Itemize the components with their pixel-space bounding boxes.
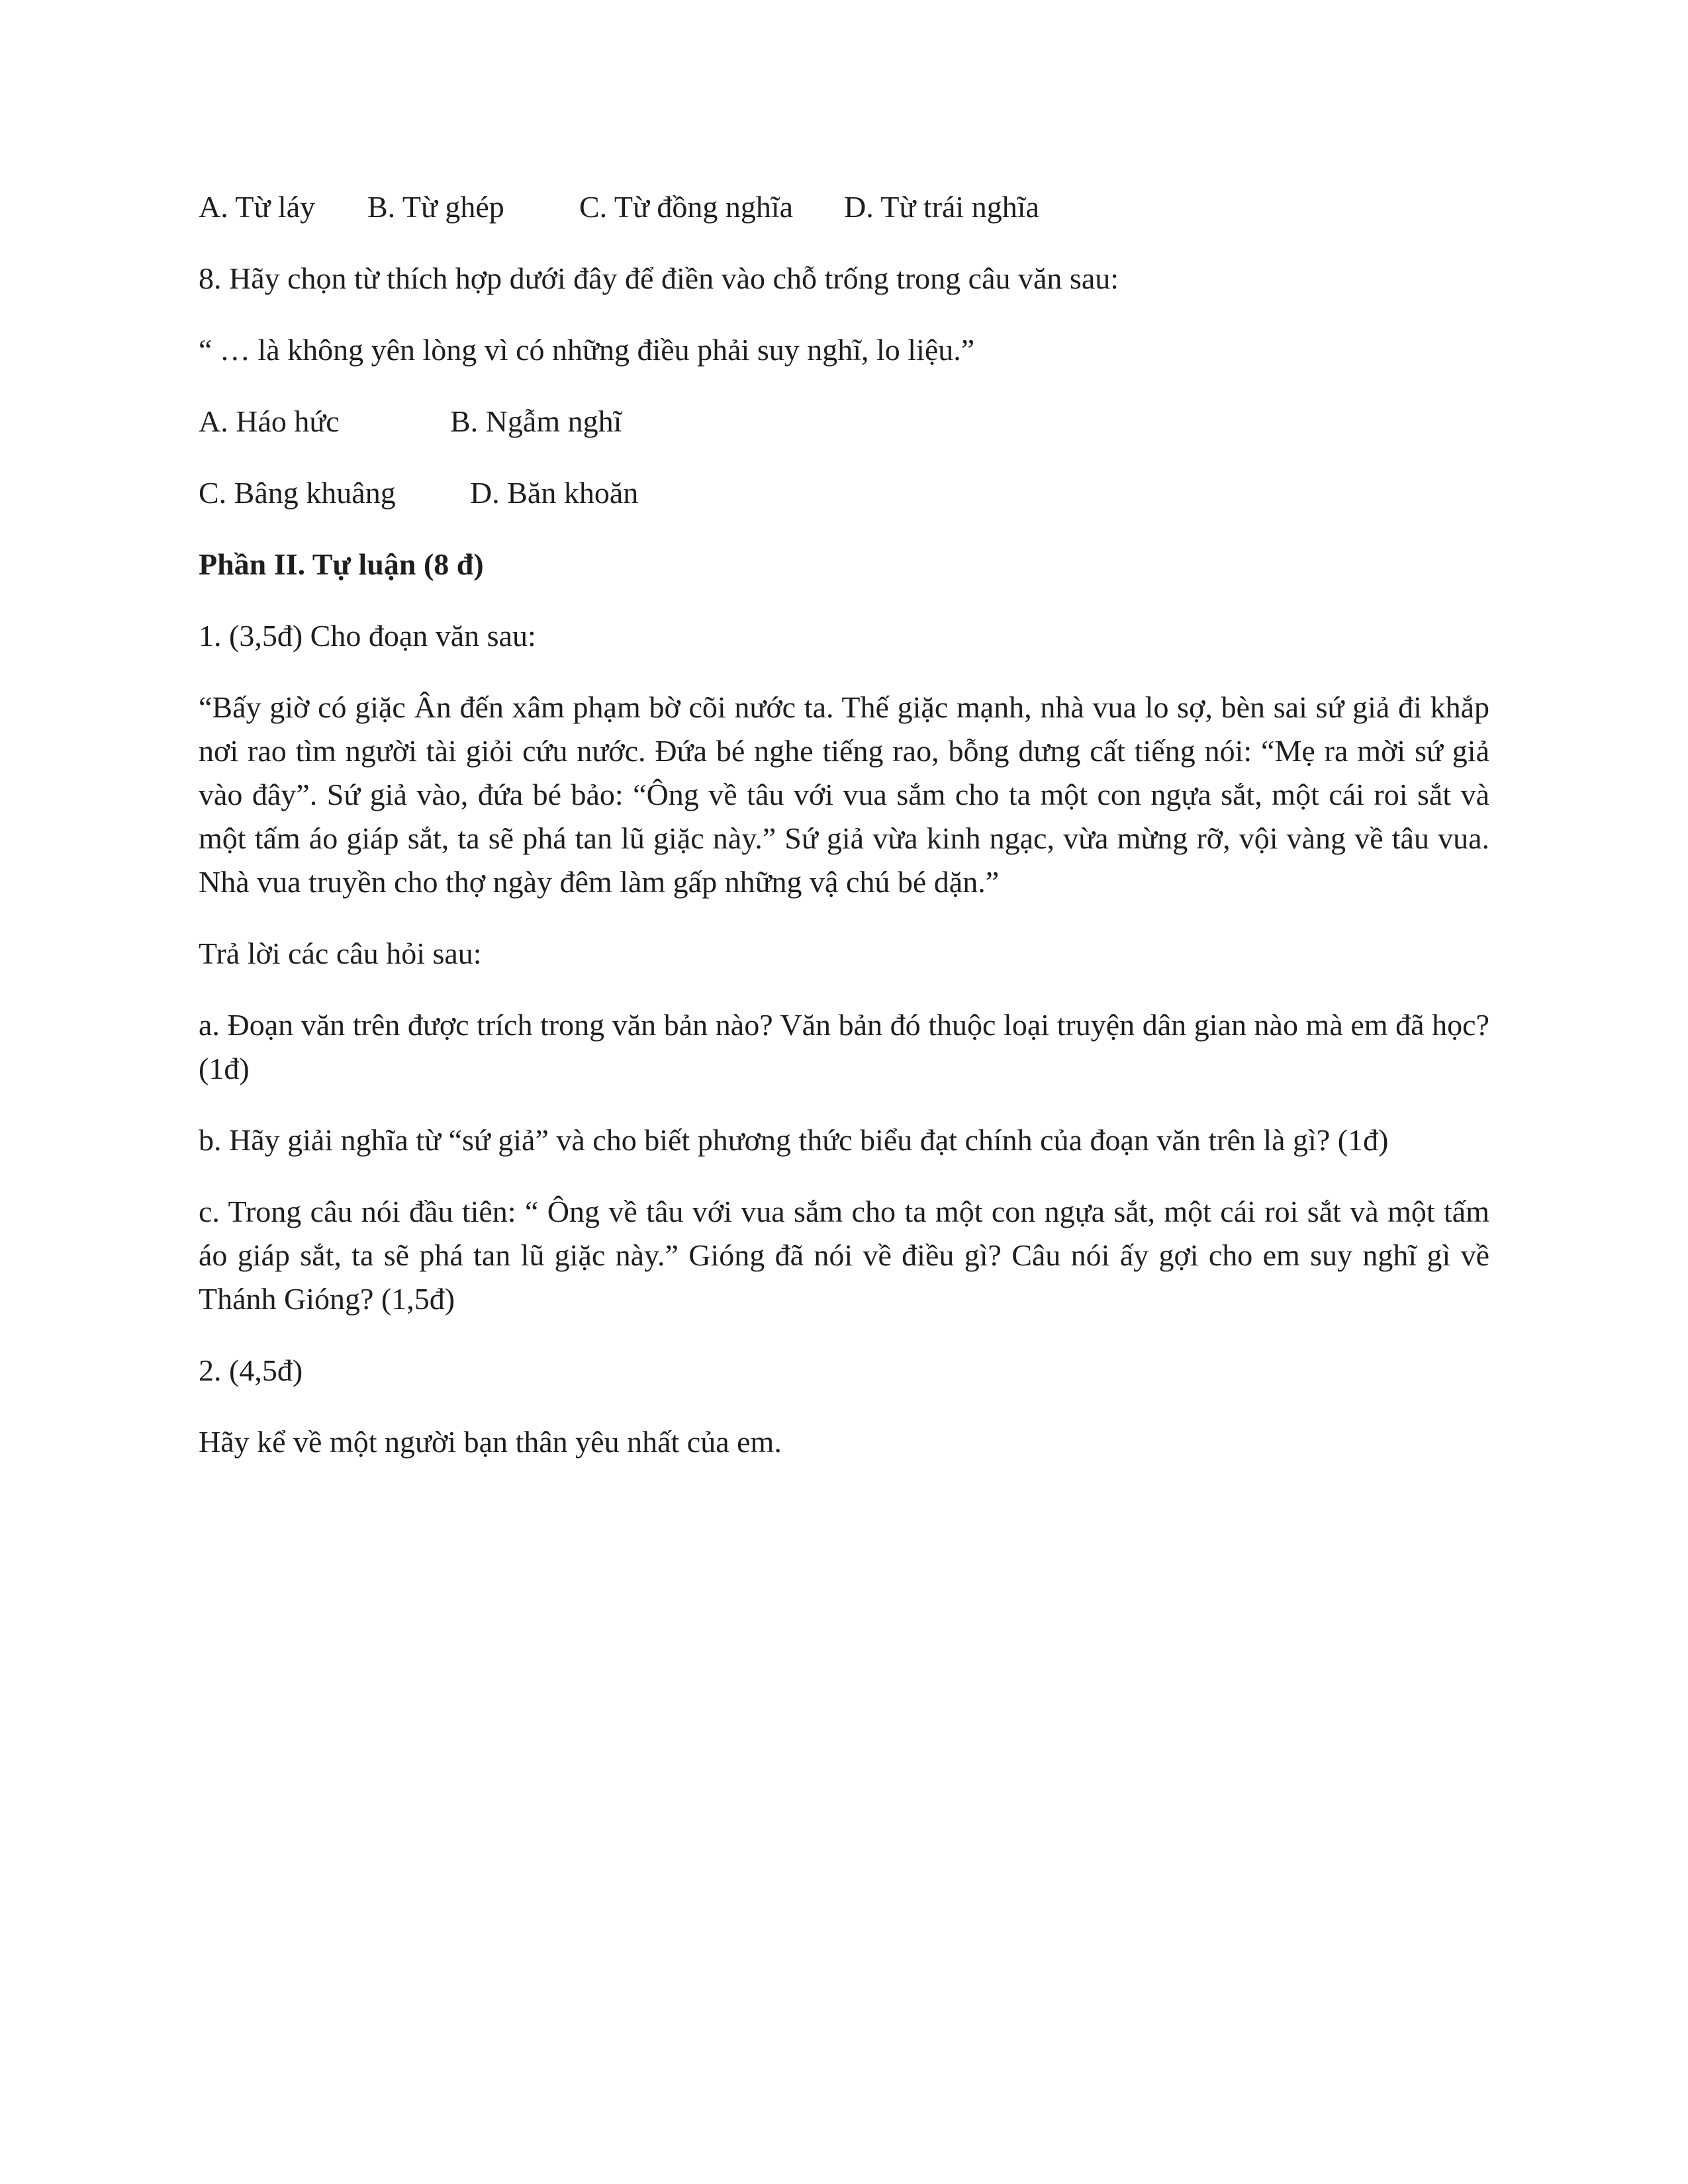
part2-q2-prompt: Hãy kể về một người bạn thân yêu nhất của em. — [199, 1425, 782, 1459]
q8-option-a: A. Háo hức — [199, 404, 340, 438]
part2-q1-label: 1. (3,5đ) Cho đoạn văn sau: — [199, 619, 536, 653]
reading-passage: “Bấy giờ có giặc Ân đến xâm phạm bờ cõi nước ta. Thế giặc mạnh, nhà vua lo sợ, bèn sai sứ giả đi khắp nơi rao tìm người tài giỏi cứu nước. Đứa bé nghe tiếng rao, bỗng dưng cất tiếng nói: “Mẹ ra mời sứ giả vào đây”. Sứ giả vào, đứa bé bảo: “Ông về tâu với vua sắm cho ta một con ngựa sắt, một cái roi sắt và một tấm áo giáp sắt, ta sẽ phá tan lũ giặc này.” Sứ giả vừa kinh ngạc, vừa mừng rỡ, vội vàng về tâu vua. Nhà vua truyền cho thợ ngày đêm làm gấp những vậ chú bé dặn.” — [199, 690, 1489, 899]
q8-prompt: 8. Hãy chọn từ thích hợp dưới đây để điền vào chỗ trống trong câu văn sau: — [199, 261, 1119, 295]
q7-option-c: C. Từ đồng nghĩa — [579, 190, 794, 224]
question-a: a. Đoạn văn trên được trích trong văn bản nào? Văn bản đó thuộc loại truyện dân gian nào mà em đã học? (1đ) — [199, 1008, 1489, 1085]
q7-option-a: A. Từ láy — [199, 190, 316, 224]
q8-options-row-1 — [199, 400, 1489, 443]
part2-heading: Phần II. Tự luận (8 đ) — [199, 547, 484, 581]
q8-option-b: B. Ngẫm nghĩ — [450, 404, 622, 438]
answer-instruction: Trả lời các câu hỏi sau: — [199, 936, 482, 970]
q8-options-row-2 — [199, 471, 1489, 515]
exam-page — [199, 185, 1489, 1492]
q8-option-c: C. Bâng khuâng — [199, 476, 396, 510]
q7-option-d: D. Từ trái nghĩa — [844, 190, 1039, 224]
question-b: b. Hãy giải nghĩa từ “sứ giả” và cho biết phương thức biểu đạt chính của đoạn văn trên là gì? (1đ) — [199, 1123, 1389, 1157]
q8-option-d: D. Băn khoăn — [470, 476, 639, 510]
question-c: c. Trong câu nói đầu tiên: “ Ông về tâu với vua sắm cho ta một con ngựa sắt, một cái roi sắt và một tấm áo giáp sắt, ta sẽ phá tan lũ giặc này.” Gióng đã nói về điều gì? Câu nói ấy gợi cho em suy nghĩ gì về Thánh Gióng? (1,5đ) — [199, 1195, 1489, 1316]
q7-option-b: B. Từ ghép — [367, 190, 504, 224]
part2-q2-label: 2. (4,5đ) — [199, 1353, 303, 1387]
q7-options — [199, 185, 1489, 229]
q8-sentence: “ … là không yên lòng vì có những điều phải suy nghĩ, lo liệu.” — [199, 333, 975, 367]
